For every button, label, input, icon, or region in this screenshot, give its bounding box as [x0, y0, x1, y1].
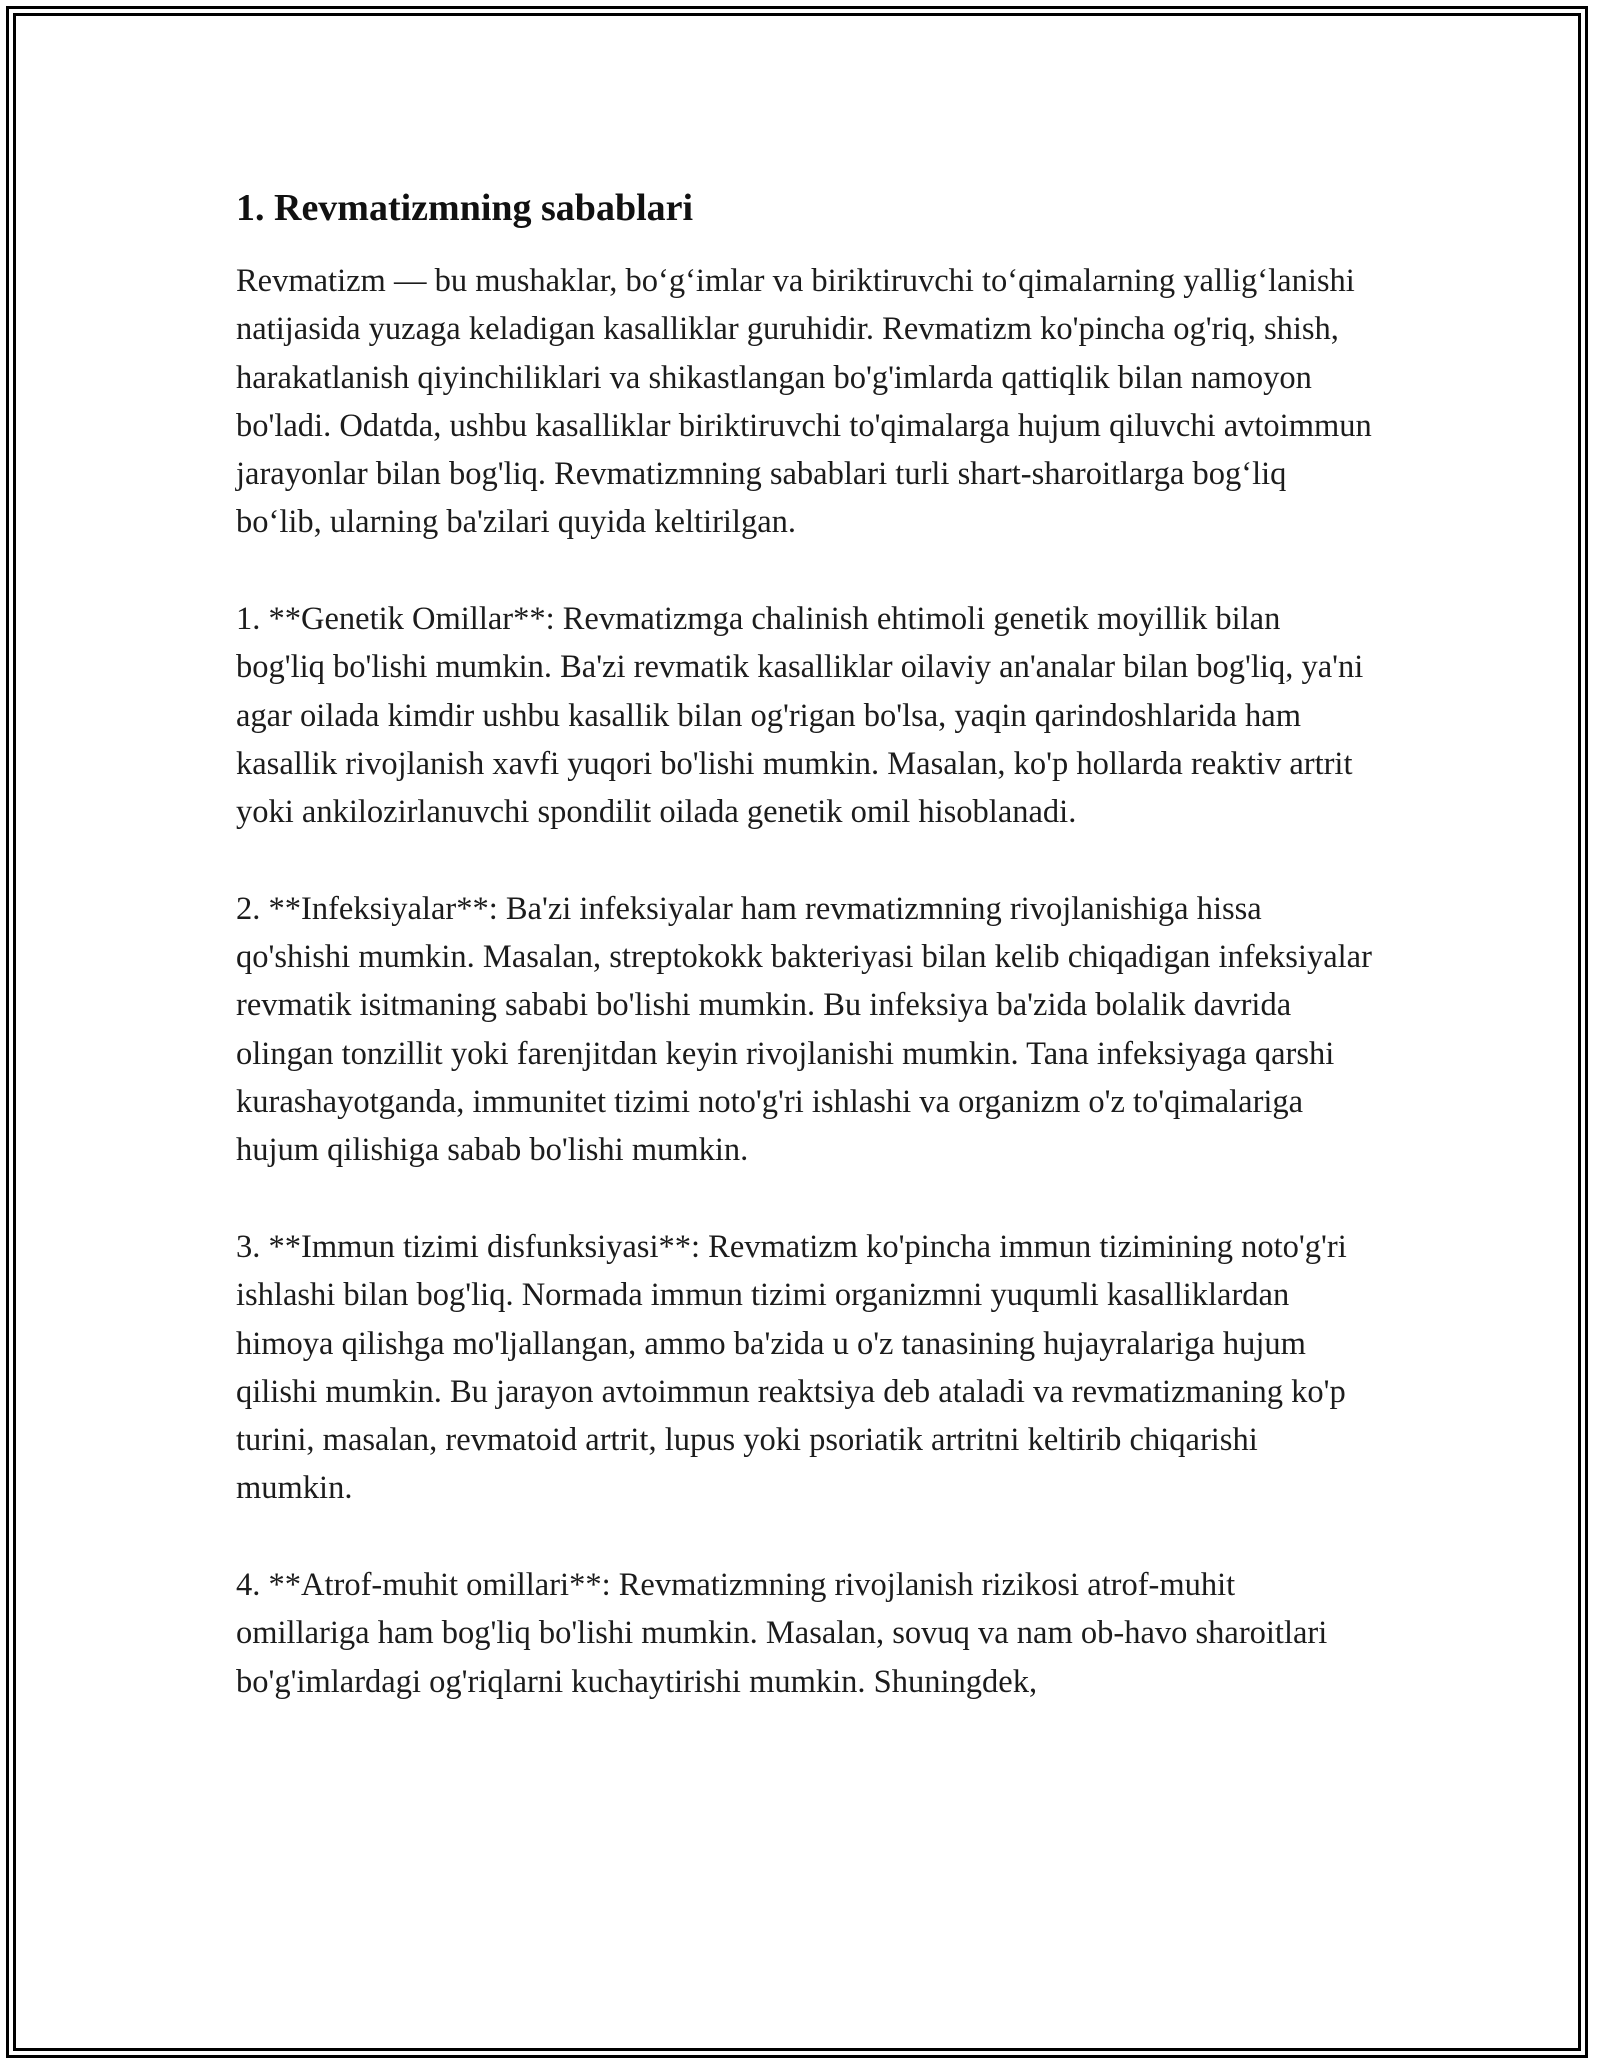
- paragraph-genetic-factors: 1. **Genetik Omillar**: Revmatizmga chalinish ehtimoli genetik moyillik bilan bog'liq bo'lishi mumkin. Ba'zi revmatik kasalliklar oilaviy an'analar bilan bog'liq, ya'ni agar oilada kimdir ushbu kasallik bilan og'rigan bo'lsa, yaqin qarindoshlarida ham kasallik rivojlanish xavfi yuqori bo'lishi mumkin. Masalan, ko'p hollarda reaktiv artrit yoki ankilozirlanuvchi spondilit oilada genetik omil hisoblanadi.: [236, 601, 1364, 831]
- document-body: [236, 186, 1376, 1754]
- paragraph-environmental-factors: 4. **Atrof-muhit omillari**: Revmatizmning rivojlanish rizikosi atrof-muhit omillariga ham bog'liq bo'lishi mumkin. Masalan, sovuq va nam ob-havo sharoitlari bo'g'imlardagi og'riqlarni kuchaytirishi mumkin. Shuningdek,: [236, 1567, 1328, 1700]
- section-heading: 1. Revmatizmning sabablari: [236, 187, 694, 229]
- paragraph-immune-dysfunction: 3. **Immun tizimi disfunksiyasi**: Revmatizm ko'pincha immun tizimining noto'g'ri ishlashi bilan bog'liq. Normada immun tizimi organizmni yuqumli kasalliklardan himoya qilishga mo'ljallangan, ammo ba'zida u o'z tanasining hujayralariga hujum qilishi mumkin. Bu jarayon avtoimmun reaktsiya deb ataladi va revmatizmaning ko'p turini, masalan, revmatoid artrit, lupus yoki psoriatik artritni keltirib chiqarishi mumkin.: [236, 1228, 1347, 1507]
- intro-paragraph: Revmatizm — bu mushaklar, bo‘g‘imlar va biriktiruvchi to‘qimalarning yallig‘lanishi natijasida yuzaga keladigan kasalliklar guruhidir. Revmatizm ko'pincha og'riq, shish, harakatlanish qiyinchiliklari va shikastlangan bo'g'imlarda qattiqlik bilan namoyon bo'ladi. Odatda, ushbu kasalliklar biriktiruvchi to'qimalarga hujum qiluvchi avtoimmun jarayonlar bilan bog'liq. Revmatizmning sabablari turli shart-sharoitlarga bog‘liq bo‘lib, ularning ba'zilari quyida keltirilgan.: [236, 263, 1372, 541]
- paragraph-infections: 2. **Infeksiyalar**: Ba'zi infeksiyalar ham revmatizmning rivojlanishiga hissa qo'shishi mumkin. Masalan, streptokokk bakteriyasi bilan kelib chiqadigan infeksiyalar revmatik isitmaning sababi bo'lishi mumkin. Bu infeksiya ba'zida bolalik davrida olingan tonzillit yoki farenjitdan keyin rivojlanishi mumkin. Tana infeksiyaga qarshi kurashayotganda, immunitet tizimi noto'g'ri ishlashi va organizm o'z to'qimalariga hujum qilishiga sabab bo'lishi mumkin.: [236, 890, 1372, 1169]
